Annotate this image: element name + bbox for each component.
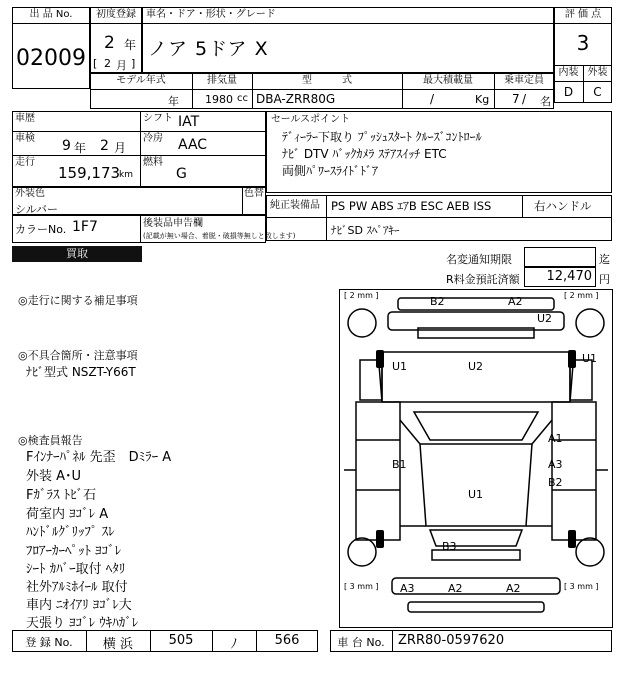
exterior-grade: C (593, 85, 602, 99)
inspector-item: Fｶﾞﾗｽ ﾄﾋﾞ石 (26, 488, 97, 503)
purchase-bar: 買取 (12, 246, 142, 262)
inspection-month: 2 (100, 138, 109, 154)
damage-mark: A1 (548, 432, 563, 445)
equipment-extra: ﾅﾋﾞSD ｽﾍﾟｱｷｰ (331, 224, 400, 237)
damage-mark: A3 (400, 582, 415, 595)
inspector-item: 外装 A･U (26, 469, 82, 484)
first-reg-month: 2 (104, 57, 111, 70)
history-label: 車歴 (15, 113, 35, 124)
reg-label: 登 録 No. (25, 636, 73, 649)
sales-point-line: ﾃﾞｨｰﾗｰ下取り ﾌﾟｯｼｭｽﾀｰﾄ ｸﾙｰｽﾞｺﾝﾄﾛｰﾙ (282, 130, 482, 144)
rear-step-outline (408, 602, 544, 612)
interior-label: 内装 (558, 67, 579, 78)
damage-mark: U1 (582, 352, 598, 365)
lot-no-label: 出 品 No. (29, 9, 73, 20)
inspection-year-unit: 年 (74, 141, 87, 155)
capacity: 7 (512, 92, 520, 106)
damage-mark: U2 (468, 360, 484, 373)
tire-depth-label: [ 2 mm ] (344, 291, 379, 300)
details-left (12, 111, 266, 187)
inspector-item: Fｲﾝﾅｰﾊﾟﾈﾙ 先歪 Dﾐﾗｰ A (26, 450, 172, 465)
mileage-label: 走行 (15, 157, 35, 168)
reg-kana: ﾉ (230, 637, 238, 652)
inspection-year: 9 (62, 138, 71, 154)
inspection-label: 車検 (15, 133, 35, 144)
capacity-slash: / (522, 92, 527, 106)
car-diagram-svg (340, 290, 612, 627)
capacity-unit: 名 (540, 95, 551, 108)
inspector-item: ﾌﾛｱｰｶｰﾍﾟｯﾄ ﾖｺﾞﾚ (26, 544, 122, 559)
color-no: 1F7 (72, 219, 98, 235)
inspector-item: 車内 ﾆｵｲｱﾘ ﾖｺﾞﾚ大 (26, 598, 132, 613)
mileage-unit: km (119, 170, 133, 180)
name-change-box (524, 247, 596, 267)
damage-mark: A2 (448, 582, 463, 595)
inspector-item: 社外ｱﾙﾐﾎｲｰﾙ 取付 (26, 580, 128, 595)
color-change-label: 色替 (244, 188, 264, 199)
handle: 右ハンドル (534, 199, 592, 213)
recycle-label: R料金預託済額 (446, 273, 520, 286)
recycle-unit: 円 (599, 273, 610, 286)
model-year-unit: 年 (168, 95, 179, 108)
damage-mark: B3 (442, 540, 457, 553)
displacement: 1980 (205, 93, 233, 106)
exterior-color: シルバー (15, 203, 58, 216)
displacement-label: 排気量 (207, 75, 237, 86)
running-heading: ◎走行に関する補足事項 (18, 294, 138, 307)
equipment-label: 純正装備品 (270, 200, 320, 211)
left-side-outline (356, 402, 400, 540)
car-diagram (339, 289, 613, 628)
recycle-value: 12,470 (546, 269, 592, 284)
color-no-label: カラーNo. (15, 223, 67, 236)
equipment-items: PS PW ABS ｴｱB ESC AEB ISS (331, 199, 492, 213)
damage-mark: A2 (508, 295, 523, 308)
tire-rear-right (576, 538, 604, 566)
tire-front-left (348, 309, 376, 337)
car-name: ノア 5ドア X (148, 38, 269, 60)
name-change-label: 名変通知期限 (446, 253, 512, 266)
sales-point-line: ﾅﾋﾞ DTV ﾊﾞｯｸｶﾒﾗ ｽﾃｱｽｲｯﾁ ETC (282, 147, 447, 161)
rear-bumper-outline (392, 578, 560, 594)
damage-mark: A2 (506, 582, 521, 595)
type-value: DBA-ZRR80G (256, 92, 336, 106)
damage-mark: B2 (430, 295, 445, 308)
capacity-label: 乗車定員 (504, 75, 544, 86)
tire-front-right (576, 309, 604, 337)
right-side-outline (552, 402, 596, 540)
first-reg-year-unit: 年 (124, 38, 137, 52)
damage-mark: B2 (548, 476, 563, 489)
inspector-item: ｼｰﾄ ｶﾊﾞｰ取付 ﾍﾀﾘ (26, 562, 126, 577)
chassis-no: ZRR80-0597620 (398, 633, 505, 648)
shift: IAT (178, 114, 200, 130)
first-reg-month-unit: 月 (116, 59, 127, 72)
inspector-item: 天張り ﾖｺﾞﾚ ｳｷﾊｶﾞﾚ (26, 616, 139, 631)
load-unit: Kg (475, 93, 490, 106)
shift-label: シフト (143, 113, 173, 124)
first-reg-year: 2 (104, 33, 115, 53)
fuel-label: 燃料 (143, 157, 163, 168)
damage-mark: U2 (537, 312, 553, 325)
damage-mark: U1 (468, 488, 484, 501)
defect-item: ﾅﾋﾞ型式 NSZT-Y66T (26, 365, 136, 379)
name-change-unit: 迄 (599, 253, 610, 266)
damage-mark: B1 (392, 458, 407, 471)
tire-depth-label: [ 3 mm ] (344, 582, 379, 591)
roof-outline (420, 444, 532, 526)
displacement-unit: cc (237, 93, 248, 104)
front-bumper-outline (398, 298, 554, 310)
reg-class: 505 (168, 633, 194, 648)
chassis-label: 車 台 No. (337, 636, 385, 649)
lot-no: 02009 (16, 46, 86, 71)
reg-number: 566 (274, 633, 300, 648)
damage-mark: A3 (548, 458, 563, 471)
aftermarket-note: (記載が無い場合、着脱・破損等無しと致します) (143, 232, 296, 240)
load-slash: / (430, 92, 435, 106)
inspection-month-unit: 月 (114, 141, 127, 155)
first-reg-label: 初度登録 (96, 9, 136, 20)
score: 3 (576, 31, 590, 55)
inspector-heading: ◎検査員報告 (18, 434, 83, 447)
car-name-label: 車名・ドア・形状・グレード (146, 9, 276, 20)
max-load-label: 最大積載量 (423, 75, 473, 86)
aftermarket-label: 後装品申告欄 (143, 218, 203, 229)
mileage: 159,173 (58, 164, 121, 182)
interior-grade: D (563, 85, 574, 99)
exterior-label: 外装 (587, 67, 608, 78)
model-year-label: モデル年式 (116, 75, 166, 86)
tire-depth-label: [ 2 mm ] (564, 291, 599, 300)
score-label: 評 価 点 (564, 9, 602, 20)
sales-points-label: セールスポイント (271, 114, 351, 125)
damage-mark: U1 (392, 360, 408, 373)
defects-heading: ◎不具合箇所・注意事項 (18, 349, 138, 362)
inspector-item: 荷室内 ﾖｺﾞﾚ A (26, 507, 109, 522)
windshield-outline (414, 412, 538, 440)
tire-rear-left (348, 538, 376, 566)
inspector-item: ﾊﾝﾄﾞﾙｸﾞﾘｯﾌﾟ ｽﾚ (26, 525, 115, 540)
aircon: AAC (178, 137, 208, 153)
tire-depth-label: [ 3 mm ] (564, 582, 599, 591)
type-label: 型 式 (302, 75, 352, 86)
aircon-label: 冷房 (143, 133, 163, 144)
reg-city: 横 浜 (102, 637, 134, 652)
sales-point-line: 両側ﾊﾟﾜｰｽﾗｲﾄﾞﾄﾞｱ (282, 164, 379, 178)
exterior-color-label: 外装色 (15, 188, 45, 199)
fuel: G (176, 166, 187, 182)
